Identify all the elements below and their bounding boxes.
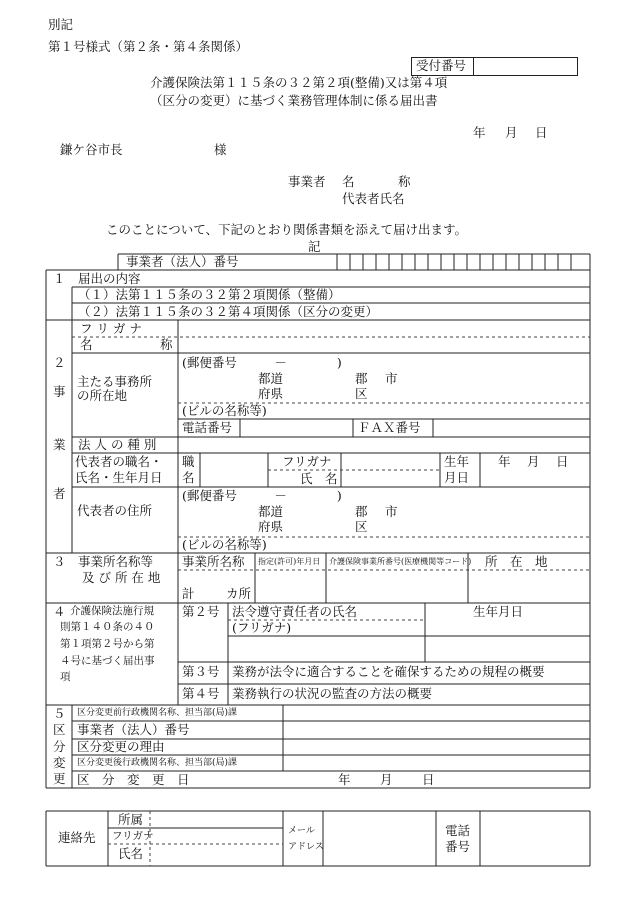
rep-birth-1: 生年 (444, 454, 470, 469)
corp-type-label: 法 人 の 種 別 (78, 437, 157, 452)
phone-label: 電話番号 (182, 420, 233, 435)
rep-mei: 名 (182, 470, 195, 485)
section1-title: 届出の内容 (78, 271, 141, 286)
form-number: 第１号様式（第２条・第４条関係） (48, 39, 249, 54)
office-label-2: の所在地 (77, 388, 128, 403)
date-month: 月 (505, 125, 518, 140)
office-gun: 郡 (355, 371, 368, 386)
item-no2: 第２号 (182, 604, 220, 619)
rep-building[interactable]: (ビルの名称等) (182, 537, 267, 552)
section1-option1[interactable]: （１）法第１１５条の３２第２項関係（整備） (78, 287, 341, 302)
office-code-column: 介護保険事業所番号(医療機関等コード) (329, 557, 472, 566)
section4-text-line: ４号に基づく届出事 (60, 655, 155, 667)
section5-side-char: 分 (53, 739, 66, 754)
business-number-label: 事業者（法人）番号 (126, 254, 239, 269)
section3-number: ３ (53, 554, 66, 569)
contact-furigana-label: フリガナ (112, 830, 154, 842)
rep-todo: 都道 (258, 504, 284, 519)
rep-postal[interactable]: (郵便番号 － ) (182, 488, 342, 503)
rep-gun: 郡 (355, 504, 368, 519)
ki-label: 記 (308, 239, 321, 254)
change-date-year: 年 (338, 772, 351, 787)
section5-side-char: ５ (53, 706, 66, 721)
section2-side-char: 者 (53, 486, 66, 501)
applicant-label: 事業者 (288, 174, 326, 189)
new-agency-label: 区分変更後行政機関名称、担当部(局)課 (77, 758, 238, 768)
section5-side-char: 区 (53, 722, 66, 737)
office-shi: 市 (385, 371, 398, 386)
fax-label: ＦＡＸ番号 (358, 420, 421, 435)
previous-agency-label: 区分変更前行政機関名称、担当部(局)課 (77, 708, 238, 718)
office-label-1: 主たる事務所 (77, 374, 153, 389)
item-no4-text: 業務執行の状況の監査の方法の概要 (232, 686, 433, 701)
total-label-a: 計 (182, 586, 195, 601)
section2-number: ２ (53, 355, 66, 370)
office-ku: 区 (355, 386, 368, 401)
name-label-a: 名 (80, 337, 93, 352)
contact-phone-label-2: 番号 (445, 839, 471, 854)
item-no3-text: 業務が法令に適合することを確保するための規程の概要 (232, 664, 545, 679)
addressee: 鎌ケ谷市長 (60, 142, 123, 157)
rep-shoku: 職 (182, 454, 195, 469)
form-title-line1: 介護保険法第１１５条の３２第２項(整備)又は第４項 (150, 75, 448, 90)
section1-number: １ (53, 271, 66, 286)
office-name-column: 事業所名称 (182, 554, 245, 569)
rep-furigana: フリガナ (282, 454, 332, 469)
contact-title: 連絡先 (58, 830, 96, 845)
section4-text-line: 介護保険法施行規 (70, 605, 154, 617)
item-no4: 第４号 (182, 686, 220, 701)
item-no3: 第３号 (182, 664, 220, 679)
section4-text-line: 則第１４０条の４０ (60, 621, 155, 633)
applicant-name-b: 称 (398, 174, 411, 189)
contact-mail-label-1: メール (288, 826, 315, 836)
contact-phone-label-1: 電話 (445, 823, 471, 838)
rep-fuken: 府県 (258, 519, 284, 534)
total-label-b: カ所 (226, 586, 252, 601)
addressee-honorific: 様 (214, 142, 227, 157)
section1-option2[interactable]: （２）法第１１５条の３２第４項関係（区分の変更） (78, 304, 379, 319)
compliance-furigana-label: (フリガナ) (232, 620, 292, 635)
contact-name-label: 氏名 (118, 846, 144, 861)
rep-address-label: 代表者の住所 (77, 503, 153, 518)
section2-side-char: 業 (53, 437, 66, 452)
appendix-label: 別記 (48, 17, 74, 32)
office-fuken: 府県 (258, 386, 284, 401)
rep-birth-date[interactable]: 年 月 日 (498, 454, 569, 469)
change-date-label: 区 分 変 更 日 (77, 772, 190, 787)
contact-mail-label-2: アドレス (288, 842, 324, 852)
rep-ku: 区 (355, 519, 368, 534)
section5-business-number-label: 事業者（法人）番号 (77, 722, 190, 737)
office-postal[interactable]: (郵便番号 － ) (182, 355, 342, 370)
name-label-b: 称 (160, 337, 173, 352)
receipt-number-label: 受付番号 (416, 58, 467, 73)
section4-number: ４ (53, 604, 66, 619)
change-date-day: 日 (422, 772, 435, 787)
contact-affiliation-label: 所属 (118, 812, 144, 827)
office-building[interactable]: (ビルの名称等) (182, 403, 267, 418)
date-day: 日 (535, 125, 548, 140)
change-reason-label: 区分変更の理由 (77, 739, 165, 754)
section5-side-char: 更 (53, 771, 66, 786)
date-year: 年 (473, 125, 486, 140)
section4-text-line: 第１項第２号から第 (60, 638, 155, 650)
location-column: 所 在 地 (485, 554, 548, 569)
compliance-officer-label: 法令遵守責任者の氏名 (232, 604, 358, 619)
rep-label-2: 氏名・生年月日 (75, 470, 163, 485)
representative-label: 代表者氏名 (342, 191, 405, 206)
office-todo: 都道 (258, 371, 284, 386)
furigana-label: フ リ ガ ナ (80, 321, 142, 336)
compliance-birth-label: 生年月日 (473, 604, 524, 619)
section3-title-1: 事業所名称等 (78, 554, 154, 569)
rep-shimei: 氏 名 (300, 471, 338, 486)
section3-title-2: 及 び 所 在 地 (82, 570, 161, 585)
rep-label-1: 代表者の職名・ (75, 454, 163, 469)
applicant-name-a: 名 (342, 174, 355, 189)
change-date-month: 月 (380, 772, 393, 787)
rep-shi: 市 (385, 504, 398, 519)
rep-birth-2: 月日 (444, 470, 470, 485)
designation-date-column: 指定(許可)年月日 (258, 557, 321, 566)
section4-text-line: 項 (60, 671, 71, 683)
section5-side-char: 変 (53, 755, 66, 770)
section2-side-char: 事 (53, 384, 66, 399)
form-title-line2: （区分の変更）に基づく業務管理体制に係る届出書 (150, 93, 438, 108)
statement: このことについて、下記のとおり関係書類を添えて届け出ます。 (106, 222, 468, 237)
